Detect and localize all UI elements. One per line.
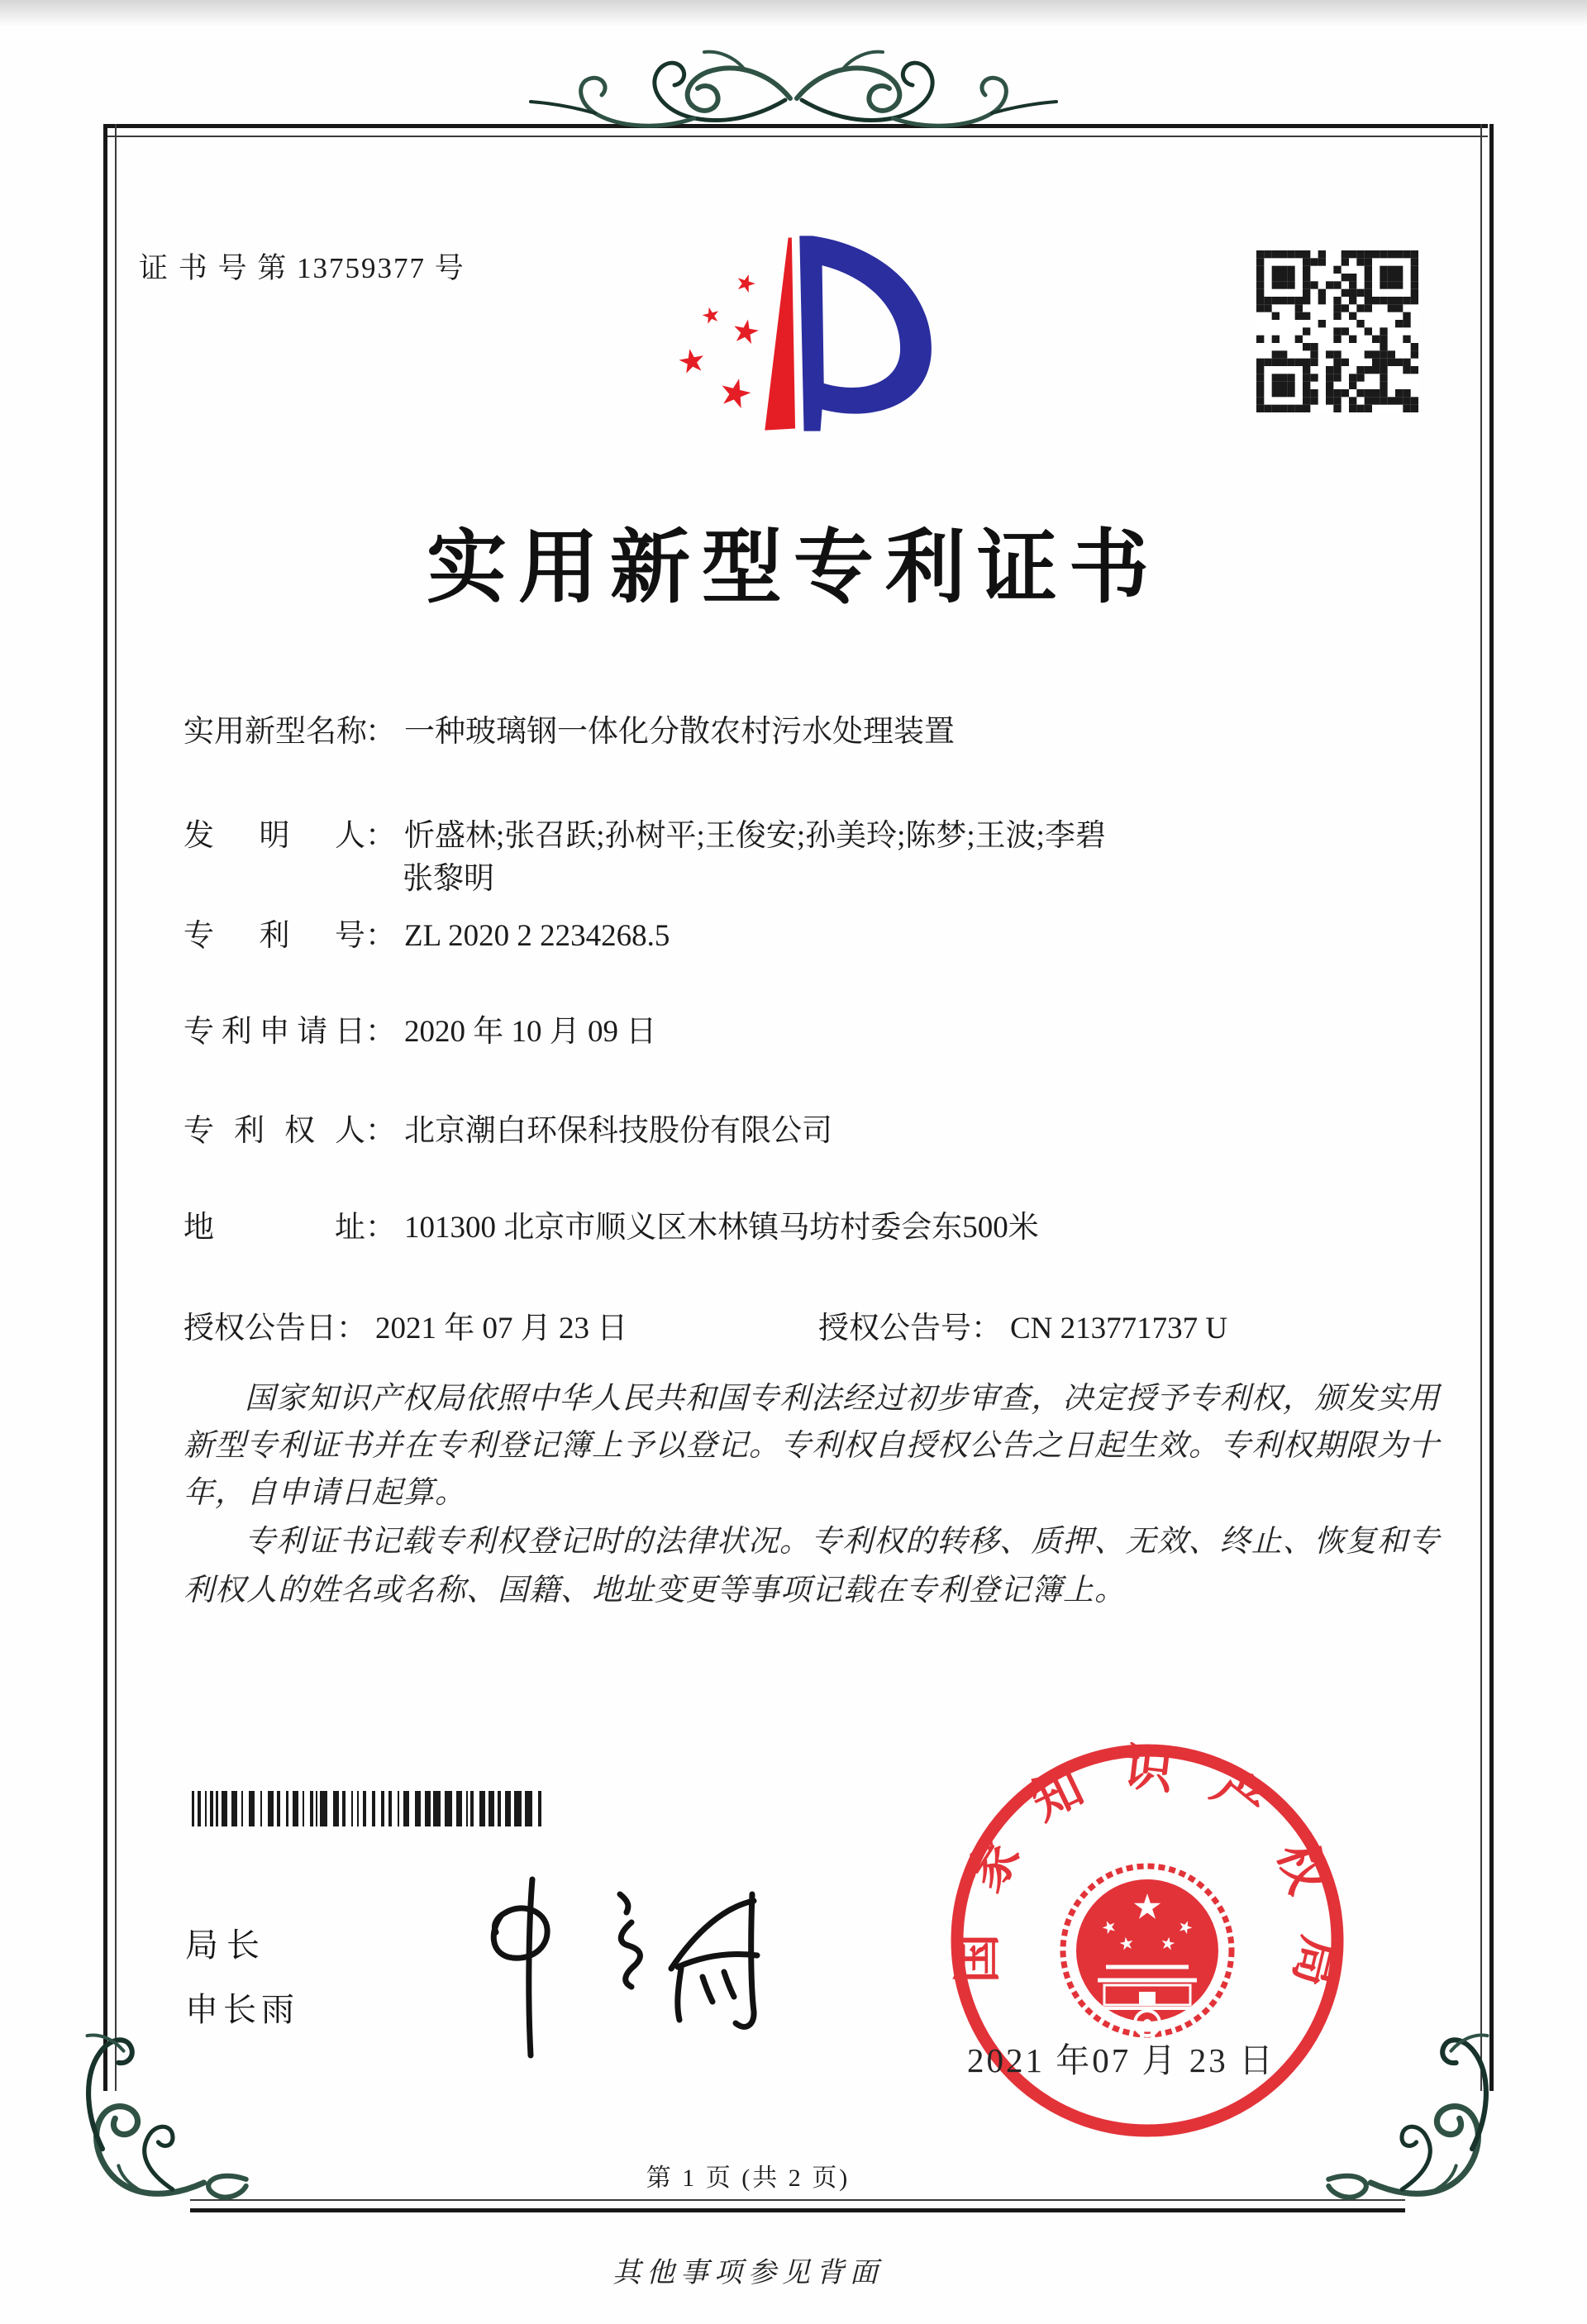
official-seal xyxy=(941,1734,1354,2147)
seal-date: 2021 年07 月 23 日 xyxy=(967,2041,1275,2079)
border-left xyxy=(103,124,117,2091)
border-bottom xyxy=(190,2199,1405,2212)
colon: ： xyxy=(365,1211,396,1245)
field-label: 授权公告日 xyxy=(183,1312,336,1345)
certificate-title: 实用新型专利证书 xyxy=(427,524,1160,612)
field-grant-no xyxy=(818,1302,1227,1347)
colon: ： xyxy=(365,819,396,853)
field-value: 2021 年 07 月 23 日 xyxy=(375,1312,628,1345)
signer-name: 申长雨 xyxy=(185,1991,299,2028)
field-label: 实用新型名称 xyxy=(183,715,367,749)
field-row-grant xyxy=(183,1302,1228,1347)
field-label: 发明人 xyxy=(183,819,365,853)
field-value: 一种玻璃钢一体化分散农村污水处理装置 xyxy=(404,715,955,749)
bottom-left-flourish xyxy=(73,2029,250,2223)
back-side-note: 其他事项参见背面 xyxy=(612,2258,884,2288)
field-value: ZL 2020 2 2234268.5 xyxy=(404,919,670,953)
field-label: 专利号 xyxy=(183,919,365,953)
field-row-inventors xyxy=(183,810,1106,855)
field-label: 专利权人 xyxy=(183,1114,365,1148)
colon: ： xyxy=(365,919,396,953)
field-value-inventors-line2: 张黎明 xyxy=(403,862,494,896)
field-label: 专利申请日 xyxy=(183,1015,365,1049)
page-number: 第 1 页 (共 2 页) xyxy=(646,2164,851,2192)
field-value: CN 213771737 U xyxy=(1010,1312,1228,1345)
qr-code xyxy=(1256,250,1418,412)
field-value: 2020 年 10 月 09 日 xyxy=(404,1015,657,1049)
cnipa-logo-icon xyxy=(638,212,985,489)
field-value: 北京潮白环保科技股份有限公司 xyxy=(404,1114,832,1148)
top-border-ornament xyxy=(521,35,1066,159)
certificate-number: 证 书 号 第 13759377 号 xyxy=(139,252,465,284)
field-label: 地址 xyxy=(183,1211,365,1245)
field-row-patent-no xyxy=(183,910,670,955)
director-signature xyxy=(423,1869,812,2064)
colon: ： xyxy=(365,715,396,749)
field-row-name xyxy=(183,706,955,750)
colon: ： xyxy=(365,1114,396,1148)
field-row-address xyxy=(183,1202,1039,1246)
seal-agency-text: 国家知识产权局 xyxy=(950,1740,1349,2028)
national-emblem-icon xyxy=(1063,1866,1232,2036)
barcode xyxy=(192,1791,544,1826)
legal-paragraph-1: 国家知识产权局依照中华人民共和国专利法经过初步审查，决定授予专利权，颁发实用新型专利证书并在专利登记簿上予以登记。专利权自授权公告之日起生效。专利权期限为十年，自申请日起算。 xyxy=(183,1382,1440,1510)
colon: ： xyxy=(365,1015,396,1049)
colon: ： xyxy=(971,1312,1002,1345)
signer-title: 局长 xyxy=(185,1926,268,1964)
field-value: 101300 北京市顺义区木林镇马坊村委会东500米 xyxy=(404,1211,1039,1245)
field-row-patentee xyxy=(183,1105,832,1150)
field-value: 忻盛林;张召跃;孙树平;王俊安;孙美玲;陈梦;王波;李碧 xyxy=(404,819,1106,853)
field-row-filing-date xyxy=(183,1006,656,1050)
scan-shadow xyxy=(0,0,1587,26)
border-right xyxy=(1480,124,1494,2091)
colon: ： xyxy=(336,1312,367,1345)
field-label: 授权公告号 xyxy=(818,1312,971,1345)
legal-paragraph-2: 专利证书记载专利权登记时的法律状况。专利权的转移、质押、无效、终止、恢复和专利权人的姓名或名称、国籍、地址变更等事项记载在专利登记簿上。 xyxy=(183,1525,1440,1607)
